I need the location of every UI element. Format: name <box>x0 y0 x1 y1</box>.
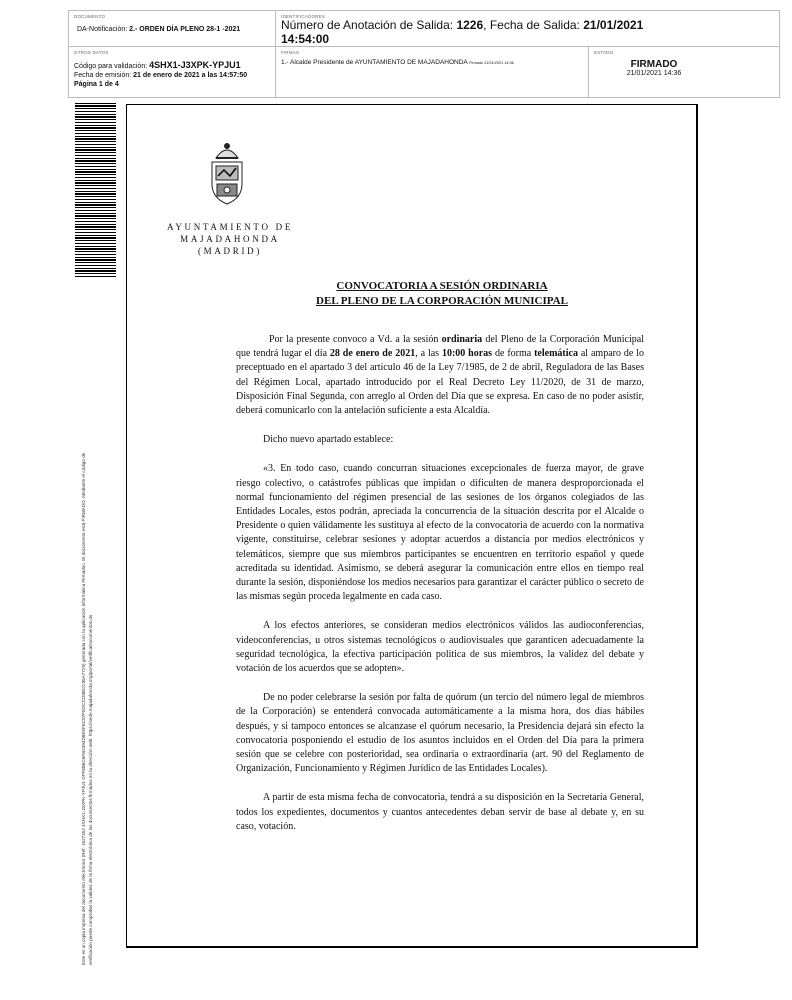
ayuntamiento-line-2: MAJADAHONDA <box>180 234 280 244</box>
estado-value: FIRMADO <box>630 59 678 70</box>
documento-prefix: DA-Notificación: <box>77 26 130 33</box>
document-title <box>236 279 648 309</box>
ayuntamiento-heading <box>160 221 300 257</box>
emision-prefix: Fecha de emisión: <box>74 72 134 79</box>
estado-cell <box>589 47 779 97</box>
verification-text-line-1: Este es un copia impresa del documento electrónico (Ref: 1627452 4SHX1-J3XPK-YPJU1 DFF8B6C6FB2394D8E5FEC87FEDCCD8BCC95A7729) generada con la aplicación informática Firmadoc. El documento está FIRMADO. Mediante el código de <box>81 452 86 965</box>
firmas-cell <box>276 47 589 97</box>
paragraph-3: «3. En todo caso, cuando concurran situaciones excepcionales de fuerza mayor, de grave riesgo colectivo, o catástrofes públicas que impidan o dificulten de manera desproporcionada el normal funcionamiento del régimen presencial de las sesiones de los órganos colegiados de las Entidades Locales, estos podrán, apreciada la concurrencia de la situación descrita por el Alcalde o Presidente o quien válidamente les sustituya al efecto de la convocatoria de acuerdo con la normativa vigente, constituirse, celebrar sesiones y adoptar acuerdos a distancia por medios electrónicos y telemáticos, siempre que sus miembros participantes se encuentren en territorio español y quede acreditada su identidad. Asimismo, se deberá asegurar la comunicación entre ellos en tiempo real durante la sesión, disponiéndose los medios necesarios para garantizar el carácter público o secreto de las mismas según proceda legalmente en cada caso. <box>236 463 644 603</box>
ayuntamiento-line-3: (MADRID) <box>197 246 263 256</box>
documento-cell <box>69 11 276 47</box>
estado-fecha: 21/01/2021 14:36 <box>626 70 682 77</box>
paragraph-4: A los efectos anteriores, se consideran medios electrónicos válidos las audioconferencias, videoconferencias, u otros sistemas tecnológicos o audiovisuales que garanticen adecuadamente la seguridad tecnológica, la efectiva participación política de sus miembros, la validez del debate y votación de los acuerdos que se adopten». <box>236 620 644 675</box>
fecha-salida-text: , Fecha de Salida: <box>483 18 584 32</box>
anotacion-text: Número de Anotación de Salida: <box>281 18 457 32</box>
fecha-salida-value: 21/01/2021 14:54:00 <box>281 18 644 46</box>
firma-signer: 1.- Alcalde Presidente de AYUNTAMIENTO DE MAJADAHONDA <box>281 59 468 66</box>
ayuntamiento-line-1: AYUNTAMIENTO DE <box>166 222 294 232</box>
firma-date-small: Firmado 21/01/2021 14:36 <box>469 61 514 65</box>
document-body <box>236 333 644 849</box>
estado-label: ESTADO <box>594 50 614 55</box>
paragraph-2: Dicho nuevo apartado establece: <box>263 434 394 446</box>
pagina-indicator: Página 1 de 4 <box>74 81 119 88</box>
otros-datos-label: OTROS DATOS <box>74 50 109 55</box>
paragraph-6: A partir de esta misma fecha de convocatoria, tendrá a su disposición en la Secretaría General, todos los expedientes, documentos y cuantos antecedentes deban servir de base al debate y, en su caso, votación. <box>236 792 644 832</box>
firmas-label: FIRMAS <box>281 50 300 55</box>
documento-title: 2.- ORDEN DÍA PLENO 28-1 -2021 <box>129 26 241 33</box>
otros-datos-cell <box>69 47 276 97</box>
document-header <box>68 10 780 98</box>
paragraph-5: De no poder celebrarse la sesión por falta de quórum (un tercio del número legal de miembros de la Corporación) se entenderá convocada automáticamente a la misma hora, dos días hábiles después, y si tampoco entonces se alcanzase el quórum necesario, la Presidencia dejará sin efecto la convocatoria posponiendo el estudio de los asuntos incluidos en el Orden del Día para la primera sesión que se celebre con posterioridad, sea ordinaria o extraordinaria (art. 90 del Reglamento de Organización, Funcionamiento y Régimen Jurídico de las Entidades Locales). <box>236 692 644 775</box>
identificadores-cell <box>276 11 779 47</box>
codigo-validacion: 4SHX1-J3XPK-YPJU1 <box>149 60 241 70</box>
title-line-1: CONVOCATORIA A SESIÓN ORDINARIA <box>336 280 548 292</box>
verification-text-line-2: verificación puede comprobar la validez de la firma electrónica de los documentos firmados en la dirección web: https://sede.majadahonda.org/portal/verificaDocumentos.do <box>88 614 93 965</box>
barcode <box>75 103 116 278</box>
codigo-prefix: Código para validación: <box>74 63 150 70</box>
documento-label: DOCUMENTO <box>74 14 106 19</box>
paragraph-1: Por la presente convoco a Vd. a la sesión ordinaria del Pleno de la Corporación Municipal que tendrá lugar el día 28 de enero de 2021, a las 10:00 horas de forma telemática al amparo de lo preceptuado en el apartado 3 del artículo 46 de la Ley 7/1985, de 2 de abril, Reguladora de las Bases del Régimen Local, apartado introducido por el Real Decreto Ley 11/2020, de 31 de marzo, Disposición Final Segunda, con arreglo al Orden del Día que se expresa. En caso de no poder asistir, deberá comunicarlo con la antelación suficiente a esta Alcaldía. <box>236 334 644 417</box>
anotacion-number: 1226 <box>456 18 484 32</box>
fecha-emision: 21 de enero de 2021 a las 14:57:50 <box>133 72 248 79</box>
identificadores-label: IDENTIFICADORES <box>281 14 326 19</box>
title-line-2: DEL PLENO DE LA CORPORACIÓN MUNICIPAL <box>316 295 568 307</box>
coat-of-arms-icon <box>208 140 246 208</box>
